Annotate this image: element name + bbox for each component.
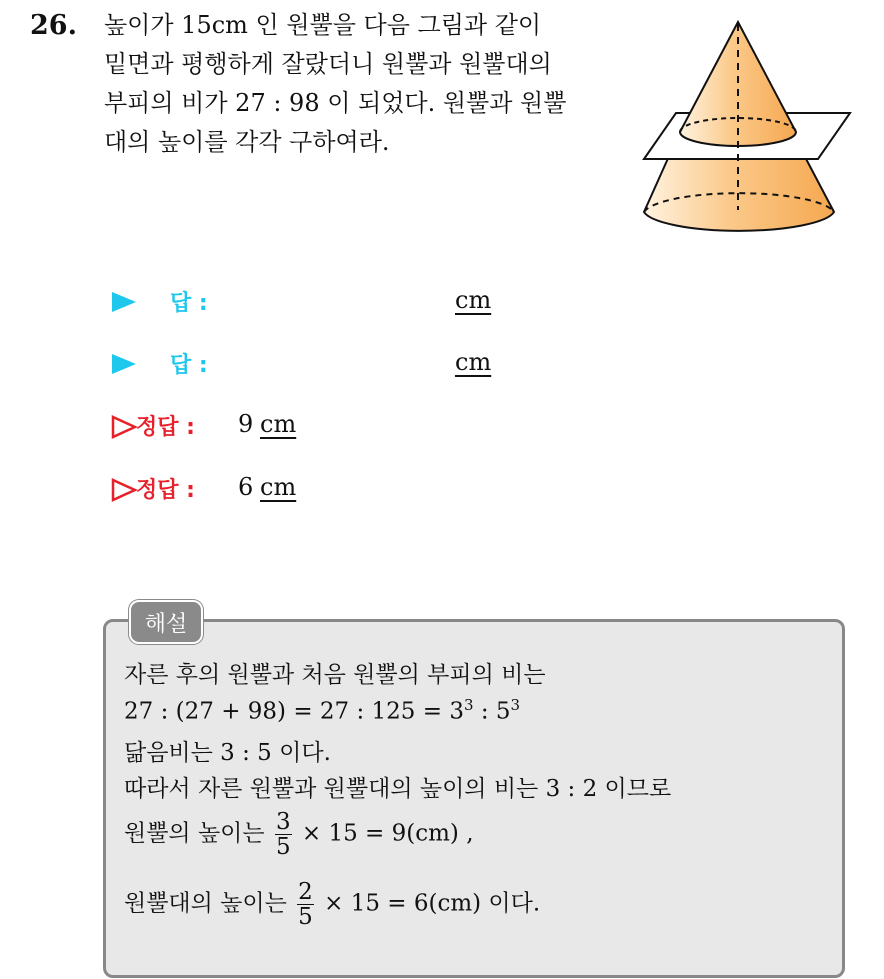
formula-text: × 15 = 6(cm) 이다. <box>324 890 541 917</box>
formula-text: × 15 = 9(cm) , <box>301 820 474 847</box>
solution-line: 따라서 자른 원뿔과 원뿔대의 높이의 비는 3 : 2 이므로 <box>124 776 672 802</box>
exponent: 3 <box>463 696 474 714</box>
denominator: 5 <box>298 904 313 930</box>
fraction <box>297 880 314 929</box>
formula-text: 원뿔대의 높이는 <box>124 890 287 917</box>
solution-line <box>124 880 540 929</box>
numerator: 2 <box>298 879 313 905</box>
ratio-expr: : 5 <box>473 698 511 725</box>
question-line: 높이가 15cm 인 원뿔을 다음 그림과 같이 <box>104 11 542 39</box>
solution-line <box>124 810 474 859</box>
question-line: 부피의 비가 27 : 98 이 되었다. 원뿔과 원뿔 <box>104 89 567 117</box>
fraction <box>275 810 292 859</box>
solution-line: 자른 후의 원뿔과 처음 원뿔의 부피의 비는 <box>124 662 546 688</box>
play-triangle-icon <box>110 290 138 314</box>
ratio-expr: 27 : (27 + 98) = 27 : 125 = 3 <box>124 698 464 725</box>
correct-value: 6 <box>238 473 254 501</box>
answer-unit: cm <box>455 286 492 314</box>
correct-label: 정답 : <box>136 415 195 440</box>
correct-unit: cm <box>260 473 297 501</box>
play-triangle-icon <box>110 352 138 376</box>
question-line: 밑면과 평행하게 잘랐더니 원뿔과 원뿔대의 <box>104 50 552 78</box>
solution-line <box>124 696 520 725</box>
solution-tag: 해설 <box>129 600 203 644</box>
answer-unit: cm <box>455 348 492 376</box>
answer-label: 답 : <box>170 353 208 378</box>
cone-figure <box>620 14 855 244</box>
correct-label: 정답 : <box>136 478 195 503</box>
exponent: 3 <box>510 696 521 714</box>
denominator: 5 <box>275 834 291 860</box>
correct-value: 9 <box>238 410 254 438</box>
answer-label: 답 : <box>170 291 208 316</box>
outline-triangle-icon <box>110 414 138 440</box>
outline-triangle-icon <box>110 477 138 503</box>
question-text <box>104 6 604 162</box>
numerator: 3 <box>275 809 291 835</box>
question-line: 대의 높이를 각각 구하여라. <box>104 128 390 156</box>
solution-line: 닮음비는 3 : 5 이다. <box>124 740 331 766</box>
correct-unit: cm <box>260 410 297 438</box>
question-number: 26. <box>30 10 77 41</box>
formula-text: 원뿔의 높이는 <box>124 820 265 847</box>
